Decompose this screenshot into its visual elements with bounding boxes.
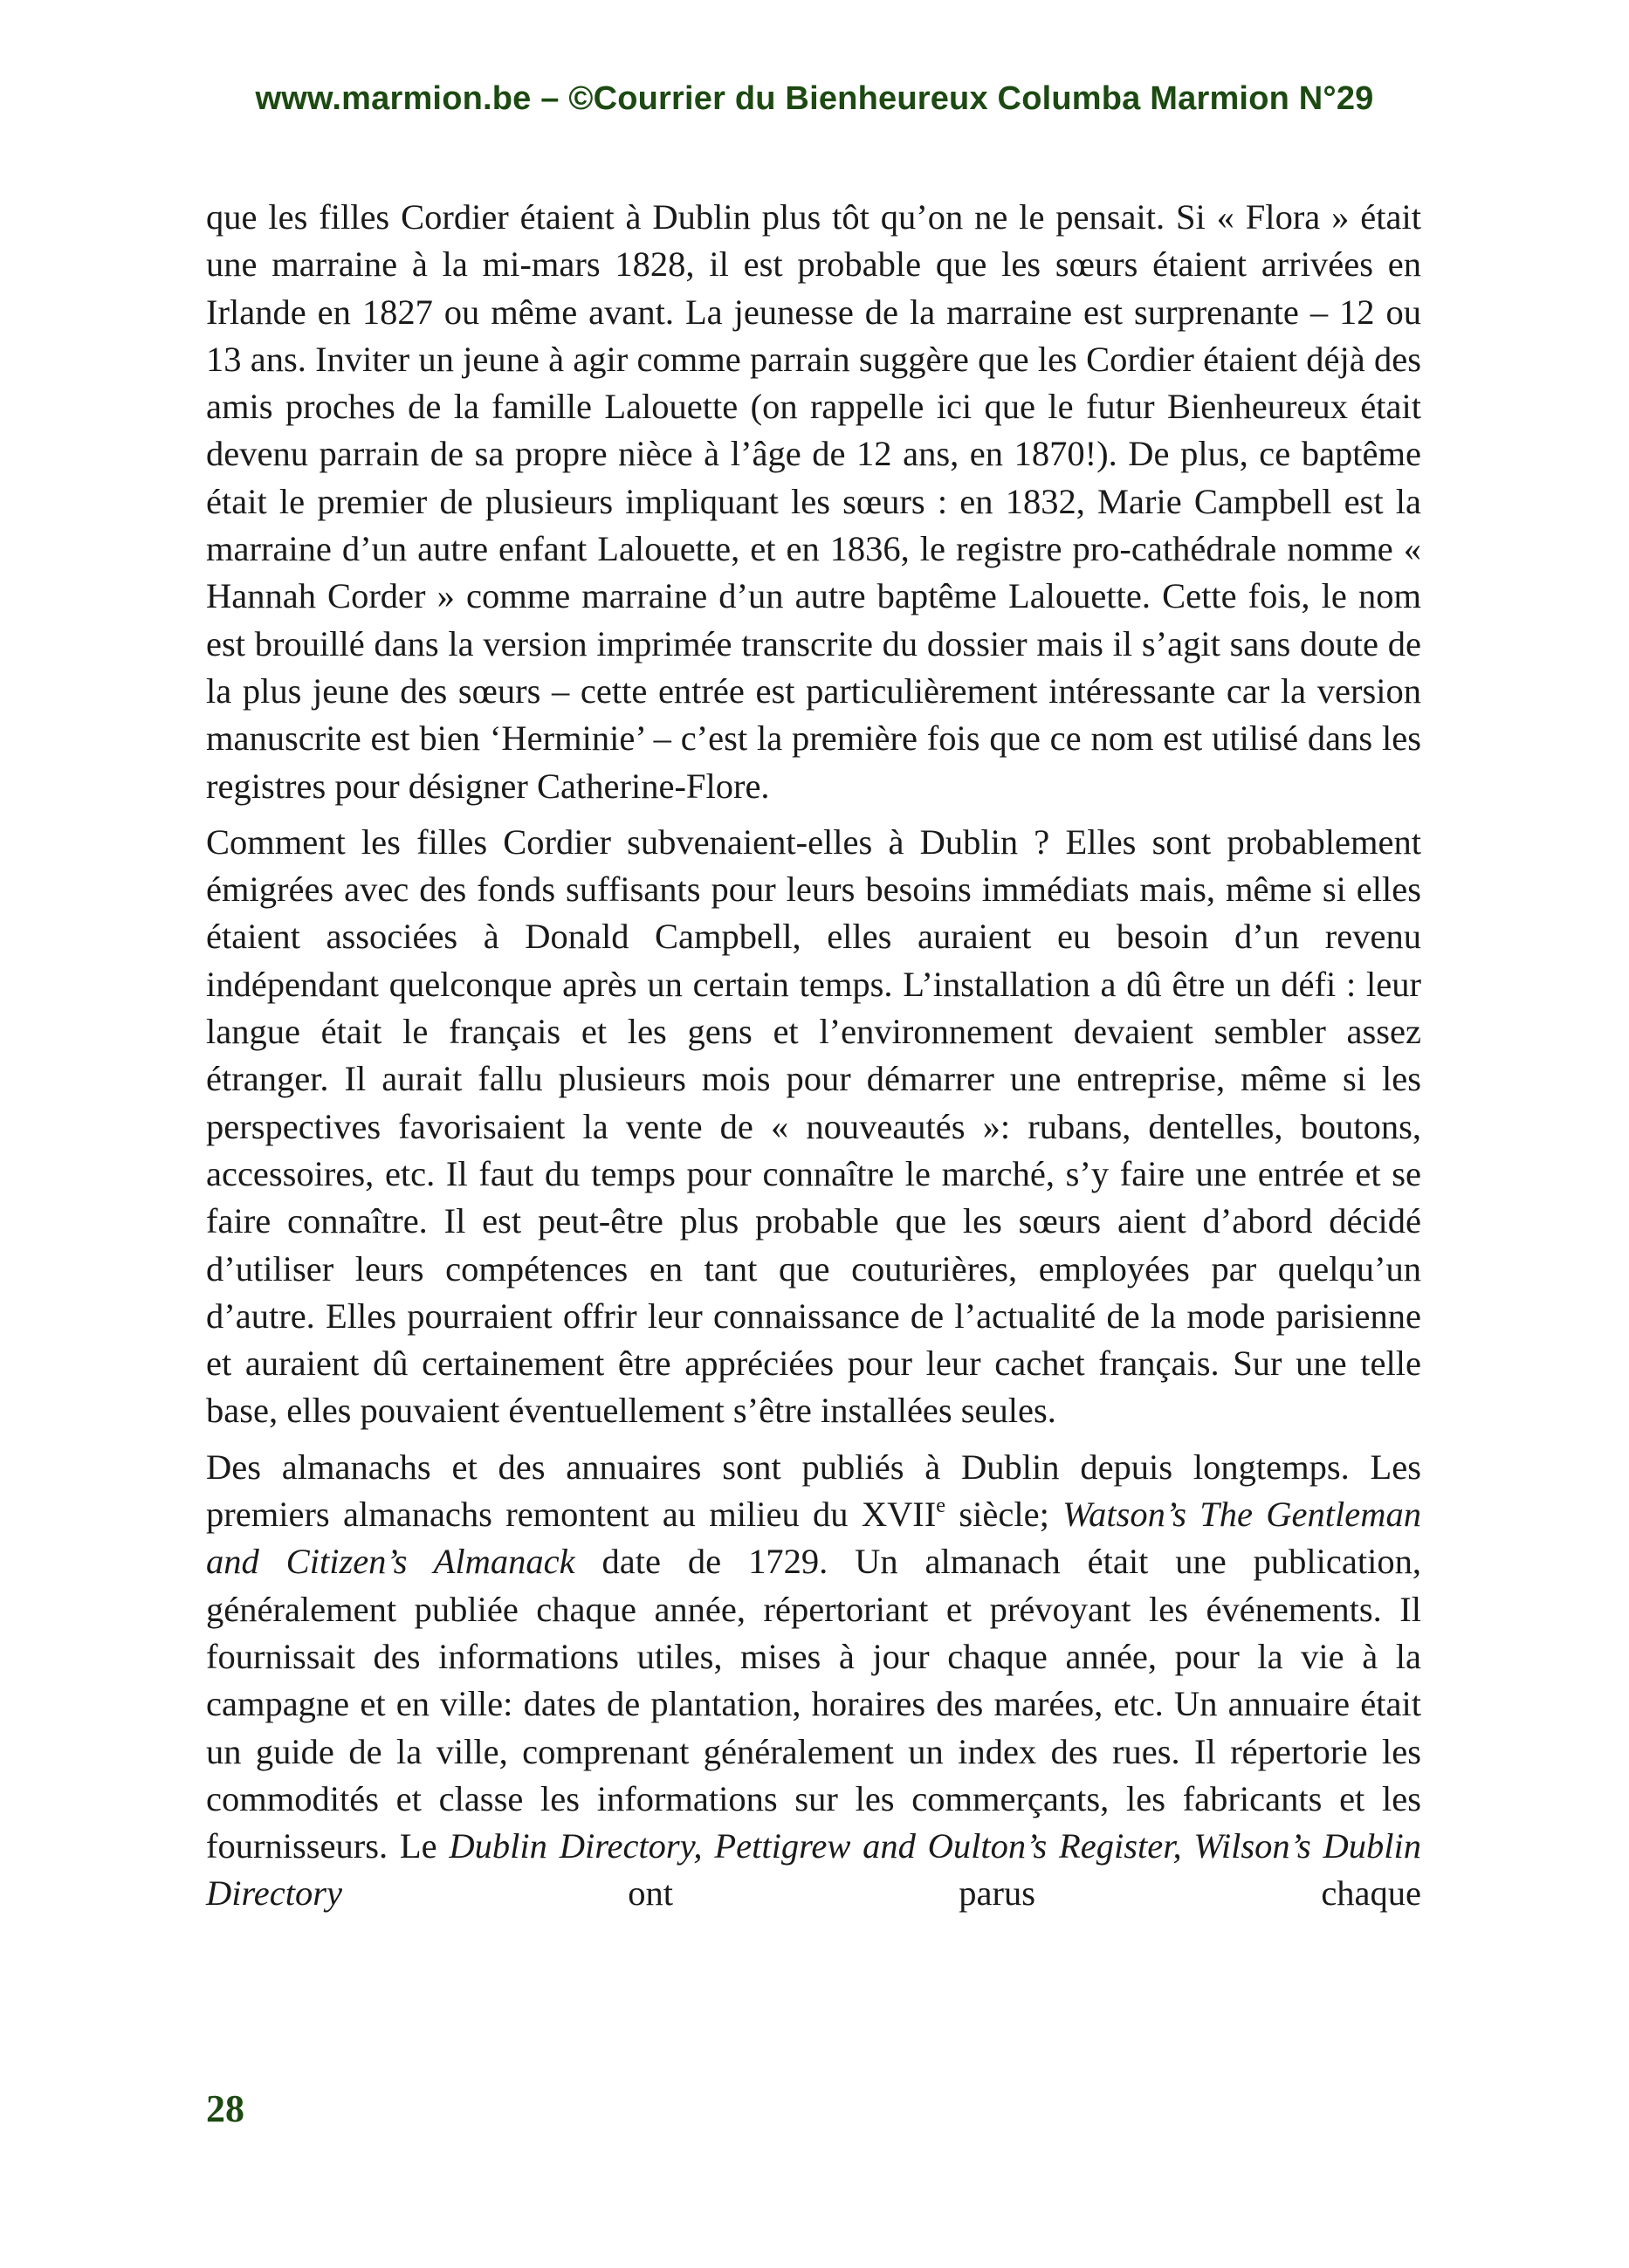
paragraph-1: que les filles Cordier étaient à Dublin plus tôt qu’on ne le pensait. Si « Flora » était une marraine à la mi-mars 1828, il est probable que les sœurs étaient arrivées en Irlande en 1827 ou même avant. La jeunesse de la marraine est surprenante – 12 ou 13 ans. Inviter un jeune à agir comme parrain suggère que les Cordier étaient déjà des amis proches de la famille Lalouette (on rappelle ici que le futur Bienheureux était devenu parrain de sa propre nièce à l’âge de 12 ans, en 1870!). De plus, ce baptême était le premier de plusieurs impliquant les sœurs : en 1832, Marie Campbell est la marraine d’un autre enfant Lalouette, et en 1836, le registre pro-cathédrale nomme « Hannah Corder » comme marraine d’un autre baptême Lalouette. Cette fois, le nom est brouillé dans la version imprimée transcrite du dossier mais il s’agit sans doute de la plus jeune des sœurs – cette entrée est particulièrement intéressante car la version manuscrite est bien ‘Herminie’ – c’est la première fois que ce nom est utilisé dans les registres pour désigner Catherine-Flore. [206, 197, 1421, 806]
superscript-e: e [936, 1494, 946, 1518]
page-number: 28 [206, 2087, 244, 2130]
paragraph-3-text-4: ont parus chaque [341, 1873, 1421, 1914]
paragraph-3-text-3: date de 1729. Un almanach était une publication, généralement publiée chaque année, répertoriant et prévoyant les événements. Il fournissait des informations utiles, mises à jour chaque année, pour la vie à la campagne et en ville: dates de plantation, horaires des marées, etc. Un annuaire était un guide de la ville, comprenant généralement un index des rues. Il répertorie les commodités et classe les informations sur les commerçants, les fabricants et les fournisseurs. Le [206, 1542, 1422, 1866]
page-header: www.marmion.be – ©Courrier du Bienheureux Columba Marmion N°29 [255, 80, 1374, 117]
paragraph-3 [206, 1444, 1421, 1918]
body-text [206, 194, 1421, 1927]
paragraph-2: Comment les filles Cordier subvenaient-elles à Dublin ? Elles sont probablement émigrées avec des fonds suffisants pour leurs besoins immédiats mais, même si elles étaient associées à Donald Campbell, elles auraient eu besoin d’un revenu indépendant quelconque après un certain temps. L’installation a dû être un défi : leur langue était le français et les gens et l’environnement devaient sembler assez étranger. Il aurait fallu plusieurs mois pour démarrer une entreprise, même si les perspectives favorisaient la vente de « nouveautés »: rubans, dentelles, boutons, accessoires, etc. Il faut du temps pour connaître le marché, s’y faire une entrée et se faire connaître. Il est peut-être plus probable que les sœurs aient d’abord décidé d’utiliser leurs compétences en tant que couturières, employées par quelqu’un d’autre. Elles pourraient offrir leur connaissance de l’actualité de la mode parisienne et auraient dû certainement être appréciées pour leur cachet français. Sur une telle base, elles pouvaient éventuellement s’être installées seules. [206, 821, 1421, 1431]
paragraph-3-text-2: siècle; [945, 1495, 1063, 1535]
title-watsons-almanack: Watson’s The Gentleman and Citizen’s Almanack [206, 1495, 1422, 1582]
paragraph-3-text-1: Des almanachs et des annuaires sont publiés à Dublin depuis longtemps. Les premiers almanachs remontent au milieu du XVII [206, 1447, 1421, 1535]
title-dublin-directories: Dublin Directory, Pettigrew and Oulton’s Register, Wilson’s Dublin Directory [206, 1826, 1422, 1914]
